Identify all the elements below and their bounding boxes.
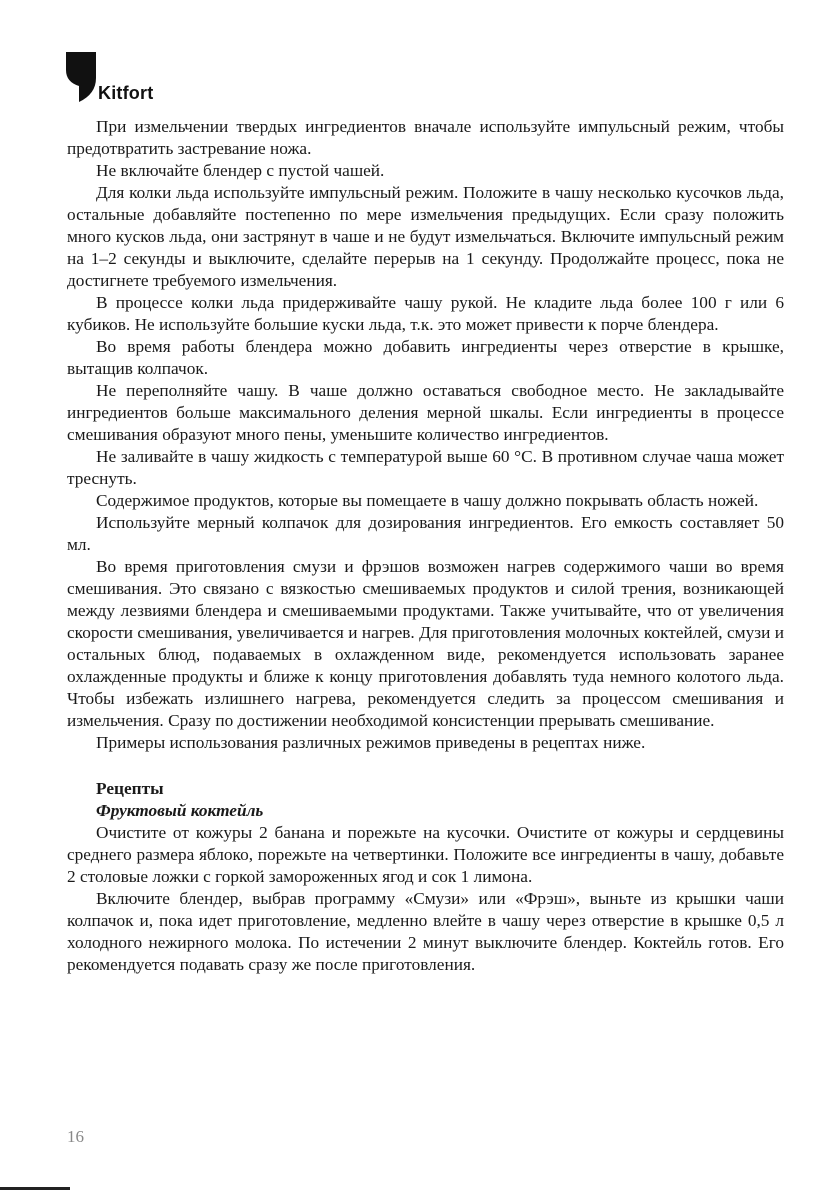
paragraph: Не включайте блендер с пустой чашей. — [96, 161, 385, 180]
paragraph: Во время приготовления смузи и фрэшов возможен нагрев содержимого чаши во время смешивания. Это связано с вязкостью смешиваемых продуктов и силой трения, возникающей между лезвиями блендера и смешиваемыми продуктами. Также учитывайте, что от увеличения скорости смешивания, увеличивается и нагрев. Для приготовления молочных коктейлей, смузи и остальных блюд, подаваемых в охлажденном виде, рекомендуется использовать заранее охлажденные продукты и ближе к концу приготовления добавлять туда немного колотого льда. Чтобы избежать излишнего нагрева, рекомендуется следить за процессом смешивания и измельчения. Сразу по достижении необходимой консистенции прерывать смешивание. — [67, 557, 784, 730]
paragraph: Содержимое продуктов, которые вы помещаете в чашу должно покрывать область ножей. — [96, 491, 759, 510]
page-content — [67, 116, 784, 976]
recipe-title: Фруктовый коктейль — [96, 801, 264, 820]
paragraph: Во время работы блендера можно добавить ингредиенты через отверстие в крышке, вытащив колпачок. — [67, 337, 784, 378]
kitfort-logo-mark-icon — [66, 52, 96, 102]
brand-name: Kitfort — [98, 83, 154, 103]
paragraph: Примеры использования различных режимов приведены в рецептах ниже. — [96, 733, 646, 752]
paragraph: Для колки льда используйте импульсный режим. Положите в чашу несколько кусочков льда, остальные добавляйте постепенно по мере измельчения предыдущих. Если сразу положить много кусков льда, они застрянут в чаше и не будут измельчаться. Включите импульсный режим на 1–2 секунды и выключите, сделайте перерыв на 1 секунду. Продолжайте процесс, пока не достигнете требуемого измельчения. — [67, 183, 784, 290]
bottom-divider — [0, 1187, 70, 1190]
paragraph: При измельчении твердых ингредиентов вначале используйте импульсный режим, чтобы предотвратить застревание ножа. — [67, 117, 784, 158]
brand-logo — [66, 52, 153, 102]
paragraph: Не переполняйте чашу. В чаше должно оставаться свободное место. Не закладывайте ингредиентов больше максимального деления мерной шкалы. Если ингредиенты в процессе смешивания образуют много пены, уменьшите количество ингредиентов. — [67, 381, 784, 444]
paragraph: Используйте мерный колпачок для дозирования ингредиентов. Его емкость составляет 50 мл. — [67, 513, 784, 554]
paragraph: В процессе колки льда придерживайте чашу рукой. Не кладите льда более 100 г или 6 кубиков. Не используйте большие куски льда, т.к. это может привести к порче блендера. — [67, 293, 784, 334]
recipes-heading: Рецепты — [96, 779, 164, 798]
recipe-paragraph: Включите блендер, выбрав программу «Смузи» или «Фрэш», выньте из крышки чаши колпачок и, пока идет приготовление, медленно влейте в чашу через отверстие в крышке 0,5 л холодного нежирного молока. По истечении 2 минут выключите блендер. Коктейль готов. Его рекомендуется подавать сразу же после приготовления. — [67, 889, 784, 974]
page-number: 16 — [67, 1127, 84, 1146]
recipe-paragraph: Очистите от кожуры 2 банана и порежьте на кусочки. Очистите от кожуры и сердцевины среднего размера яблоко, порежьте на четвертинки. Положите все ингредиенты в чашу, добавьте 2 столовые ложки с горкой замороженных ягод и сок 1 лимона. — [67, 823, 784, 886]
paragraph: Не заливайте в чашу жидкость с температурой выше 60 °С. В противном случае чаша может треснуть. — [67, 447, 784, 488]
